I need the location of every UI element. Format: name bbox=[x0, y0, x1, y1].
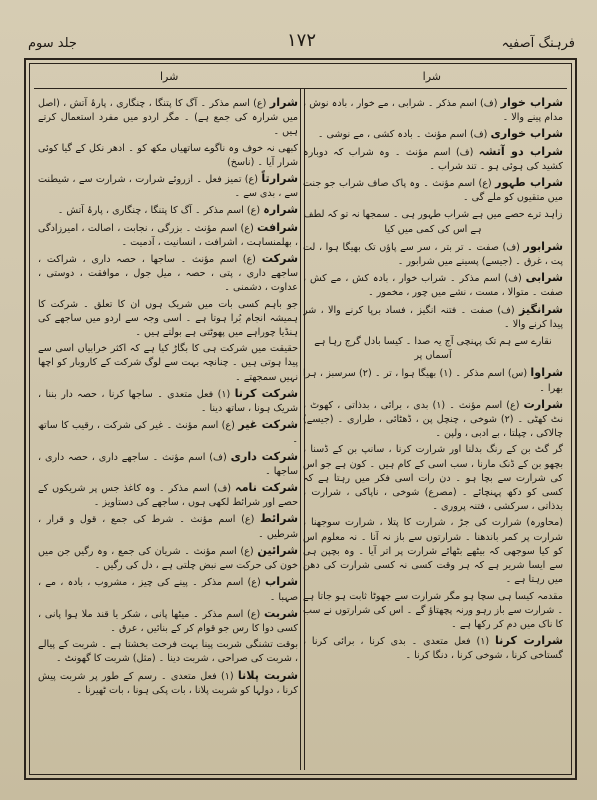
dictionary-entry bbox=[38, 387, 298, 416]
entry-headword: شرائین bbox=[257, 543, 298, 557]
right-column-heading: شرا bbox=[422, 70, 441, 83]
text-frame bbox=[24, 58, 577, 780]
entry-headword: شراب خوار bbox=[500, 96, 563, 109]
entry-definition: (ف) اسم مؤنث ۔ بادہ کشی ، مے نوشی ۔ bbox=[317, 129, 488, 141]
dictionary-entry bbox=[303, 516, 563, 587]
dictionary-entry bbox=[38, 575, 298, 604]
dictionary-entry bbox=[38, 512, 298, 541]
dictionary-entry bbox=[303, 443, 563, 514]
entry-headword: شرانگیز bbox=[518, 302, 563, 316]
page-header bbox=[28, 30, 575, 60]
dictionary-entry bbox=[38, 481, 298, 510]
page-number: ۱۷۲ bbox=[286, 30, 317, 51]
entry-headword: شراوا bbox=[530, 366, 563, 380]
entry-headword: شرافت bbox=[257, 220, 298, 234]
entry-definition: (ع) اسم مؤنث ۔ شرط کی جمع ، قول و قرار ، شرطیں ۔ bbox=[38, 514, 298, 540]
entry-definition: (ع) اسم مؤنث ۔ (۱) بدی ، برائی ، بدذاتی ، کھوٹ ، نٹ کھٹی ۔ (۲) شوخی ، چنچل پن ، ڈھٹائی ، طراری ۔ (جیسے) چالاکی ، چپلتا ، بے ادبی ، ولپن ۔ bbox=[303, 399, 563, 440]
entry-definition: (ع) اسم مذکر ۔ آگ کا پتنگا ، چنگاری ، پارۂ آتش ، (اصل میں شرارہ کی جمع ہے) ۔ مگر اردو میں مفرد استعمال کرتے ہیں ۔ bbox=[38, 98, 298, 138]
entry-definition: (ع) اسم مذکر ۔ میٹھا پانی ، شکر یا قند ملا ہوا پانی ، کسی دوا کا رس جو قوام کر کے بنائیں ، عرق ۔ bbox=[38, 608, 298, 634]
dictionary-entry bbox=[38, 607, 298, 636]
entry-definition: (ف) صفت ۔ تر بتر ، سر سے پاؤں تک بھیگا ہوا ، لت پت ، غرق ۔ (جیسے) پسینے میں شرابور ۔ bbox=[303, 241, 563, 268]
text-frame-inner bbox=[29, 63, 572, 775]
dictionary-entry bbox=[303, 303, 563, 332]
entry-headword: شرارت کرنا bbox=[494, 634, 563, 648]
entry-headword: شراب bbox=[264, 575, 298, 589]
entry-definition: (ع) تمیز فعل ۔ ازروئے شرارت ، شرارت سے ، شیطنت سے ، بدی سے ۔ bbox=[38, 174, 298, 200]
dictionary-entry bbox=[38, 450, 298, 479]
verse-quote: نقارے سے ہم تک پہنچی آج یہ صدا ۔ کیسا بادل گرج رہا ہے آسماں پر bbox=[314, 336, 552, 362]
entry-headword: شرارہ bbox=[263, 203, 298, 217]
verse-quote: زاہد ترے حصے میں ہے شراب طہور ہی ۔ سمجھا نہ تو کہ لطف ہے اس کی کمی میں کیا bbox=[303, 209, 563, 235]
dictionary-entry bbox=[303, 176, 563, 205]
entry-definition: (ف) اسم مذکر ۔ شرابی ، مے خوار ، بادہ نوش ، مدام پینے والا ۔ bbox=[303, 98, 563, 124]
entry-headword: شرکت غیر bbox=[238, 418, 298, 432]
dictionary-entry bbox=[303, 271, 563, 300]
entry-headword: شراب خواری bbox=[490, 127, 563, 141]
dictionary-entry bbox=[38, 142, 298, 170]
entry-definition: (ف) اسم مؤنث ۔ وہ شراب کہ دوبارہ کشید کی ہوئی ہو ۔ تند شراب ۔ bbox=[303, 146, 563, 172]
dictionary-entry bbox=[303, 634, 563, 663]
entry-definition: (س) اسم مذکر ۔ (۱) بھیگا ہوا ، تر ۔ (۲) سرسبز ، ہرا بھرا ۔ bbox=[303, 368, 563, 394]
dictionary-entry bbox=[303, 398, 563, 442]
entry-definition: (ف) صفت ۔ فتنہ انگیز ، فساد برپا کرنے والا ، شر پیدا کرنے والا ۔ bbox=[303, 304, 563, 330]
dictionary-entry bbox=[38, 544, 298, 573]
dictionary-entry bbox=[38, 203, 298, 218]
entry-headword: شرارتاً bbox=[261, 172, 298, 186]
entry-definition: (ف) اسم مذکر ۔ وہ کاغذ جس پر شریکوں کے حصے اور شرائط لکھی ہوں ، ساجھے کی دستاویز ۔ bbox=[38, 483, 298, 509]
dictionary-entry bbox=[38, 172, 298, 201]
dictionary-entry bbox=[38, 342, 298, 385]
entry-headword: شراب دو آتشہ bbox=[478, 144, 563, 158]
entry-definition: (ع) اسم مؤنث ۔ غیر کی شرکت ، رقیب کا ساتھ ۔ bbox=[38, 420, 298, 446]
entry-definition: (ع) اسم مؤنث ۔ وہ پاک صاف شراب جو جنت میں متقیوں کو ملے گی ۔ bbox=[303, 178, 563, 204]
dictionary-entry bbox=[303, 127, 563, 142]
entry-headword: شرارت bbox=[523, 397, 563, 411]
dictionary-entry bbox=[38, 418, 298, 447]
dictionary-entry bbox=[303, 590, 563, 633]
dictionary-entry bbox=[303, 145, 563, 174]
entry-headword: شربت پلانا bbox=[237, 668, 298, 682]
dictionary-entry bbox=[38, 96, 298, 140]
dictionary-entry bbox=[303, 366, 563, 395]
entry-definition: گر گٹ بن کے رنگ بدلنا اور شرارت کرنا ، سانپ بن کے ڈسنا ، بچھو بن کے ڈنک مارنا ، سب اسی کے کام ہیں ۔ کون ہے جو اس کی شرارت سے بچا ہو ۔ دن رات اسی فکر میں رہتا ہے کہ کسی کو دکھ پہنچائے ۔ (مصرع) شوخی ، ناپاکی ، شرارت ، بدذاتی ، سرکشی ، فتنہ پروری ۔ bbox=[303, 444, 563, 513]
entry-definition: (ف) اسم مؤنث ۔ ساجھے داری ، حصہ داری ، ساجھا ۔ bbox=[38, 451, 298, 477]
entry-definition: حقیقت میں شرکت ہی کا بگاڑ کیا ہے کہ اکثر خرابیاں اسی سے پیدا ہوتی ہیں ۔ چنانچہ بہت سے لوگ شرکت کے کاروبار کو اچھا نہیں سمجھتے ۔ bbox=[38, 343, 298, 383]
entry-headword: شرار bbox=[269, 96, 298, 109]
entry-definition: (ع) اسم مذکر ۔ پینے کی چیز ، مشروب ، بادہ ، مے ، صہبا ۔ bbox=[38, 577, 298, 603]
dictionary-entry bbox=[38, 669, 298, 698]
entry-definition: (۱) فعل متعدی ۔ رسم کے طور پر شربت پیش کرنا ، دولہا کو شربت پلانا ، بات پکی ہونا ، بات ٹھیرنا ۔ bbox=[38, 670, 298, 696]
entry-definition: (ع) اسم مؤنث ۔ بزرگی ، نجابت ، اصالت ، امیرزادگی ، بھلمنساہت ، اشرافت ، انسانیت ، آدمیت ۔ bbox=[38, 222, 298, 248]
entry-definition: (ع) اسم مؤنث ۔ ساجھا ، حصہ داری ، شراکت ، ساجھے داری ، پتی ، حصہ ، میل جول ، موافقت ، دوستی ، عداوت ، دشمنی ۔ bbox=[38, 254, 298, 294]
dictionary-entry bbox=[303, 96, 563, 125]
entry-definition: (ف) اسم مذکر ۔ شراب خوار ، بادہ کش ، مے کش ، صفت ۔ متوالا ، مست ، نشے میں چور ، مخمور ۔ bbox=[303, 273, 563, 299]
entry-headword: شرکت نامہ bbox=[235, 481, 298, 495]
dictionary-entry bbox=[38, 252, 298, 296]
entry-headword: شرکت داری bbox=[230, 449, 298, 463]
entry-definition: (۱) فعل متعدی ۔ بدی کرنا ، برائی کرنا ، گستاخی کرنا ، شوخی کرنا ، دنگا کرنا ۔ bbox=[303, 636, 563, 662]
entry-definition: مقدمہ کیسا ہی سچا ہو مگر شرارت سے جھوٹا ثابت ہو جاتا ہے ۔ شرارت سے باز رہو ورنہ پچھتاؤ گے ۔ اس کی شرارتوں نے سب کا ناک میں دم کر رکھا ہے ۔ bbox=[303, 590, 563, 630]
entry-definition: (محاورہ) شرارت کی جڑ ، شرارت کا پتلا ، شرارت سوجھنا ، شرارت پر کمر باندھنا ۔ شرارتوں سے باز نہ آنا ۔ نہ معلوم اس کو کیا سوجھی کہ بیٹھے بٹھائے شرارت پر اتر آیا ۔ وہ بچپن ہی سے ایسا شریر ہے کہ ہر وقت کسی نہ کسی شرارت کی دھن میں رہتا ہے ۔ bbox=[303, 517, 563, 586]
left-column-heading: شرا bbox=[160, 70, 179, 83]
left-column bbox=[38, 96, 298, 766]
entry-headword: شراب طہور bbox=[495, 176, 563, 190]
right-column bbox=[303, 96, 563, 766]
entry-headword: شرکت bbox=[261, 252, 298, 266]
volume-label: جلد سوم bbox=[28, 36, 77, 51]
entry-headword: شرکت کرنا bbox=[234, 386, 298, 400]
entry-headword: شربت bbox=[263, 606, 298, 620]
dictionary-entry bbox=[38, 298, 298, 341]
dictionary-entry bbox=[38, 638, 298, 666]
entry-definition: (ع) اسم مذکر ۔ آگ کا پتنگا ، چنگاری ، پارۂ آتش ۔ bbox=[57, 205, 261, 217]
entry-definition: جو باہم کسی بات میں شریک ہوں ان کا تعلق ۔ شرکت کا ہمیشہ انجام بُرا ہوتا ہے ۔ اسی وجہ سے اردو میں ساجھے کی ہنڈیا چوراہے میں پھوٹتی ہے بولتے ہیں ۔ bbox=[38, 298, 298, 339]
dictionary-entry bbox=[38, 221, 298, 250]
entry-definition: (۱) فعل متعدی ۔ ساجھا کرنا ، حصہ دار بننا ، شریک ہونا ، ساتھ دینا ۔ bbox=[38, 388, 298, 415]
entry-headword: شرائط bbox=[260, 512, 298, 526]
dictionary-entry bbox=[303, 240, 563, 269]
entry-definition: (ع) اسم مؤنث ۔ شریان کی جمع ، وہ رگیں جن میں خون کی حرکت سے نبض چلتی ہے ، دل کی رگیں ۔ bbox=[38, 545, 298, 572]
entry-definition: بوقت تشنگی شربت پینا بہت فرحت بخشتا ہے ۔ شربت کے پیالے ، شربت کی صراحی ، شربت دینا ۔ (مثل) شربت کا گھونٹ ۔ bbox=[38, 639, 298, 665]
entry-headword: شرابی bbox=[525, 271, 563, 285]
dictionary-title: فرہنگ آصفیہ bbox=[501, 36, 575, 51]
entry-headword: شرابور bbox=[523, 239, 563, 253]
entry-definition: کبھی نہ خوف وہ ناگوے ساتھیاں مکھ کو ۔ ادھر نکل کے گیا کوئی شرار آیا ۔ (ناسخ) bbox=[38, 142, 298, 168]
